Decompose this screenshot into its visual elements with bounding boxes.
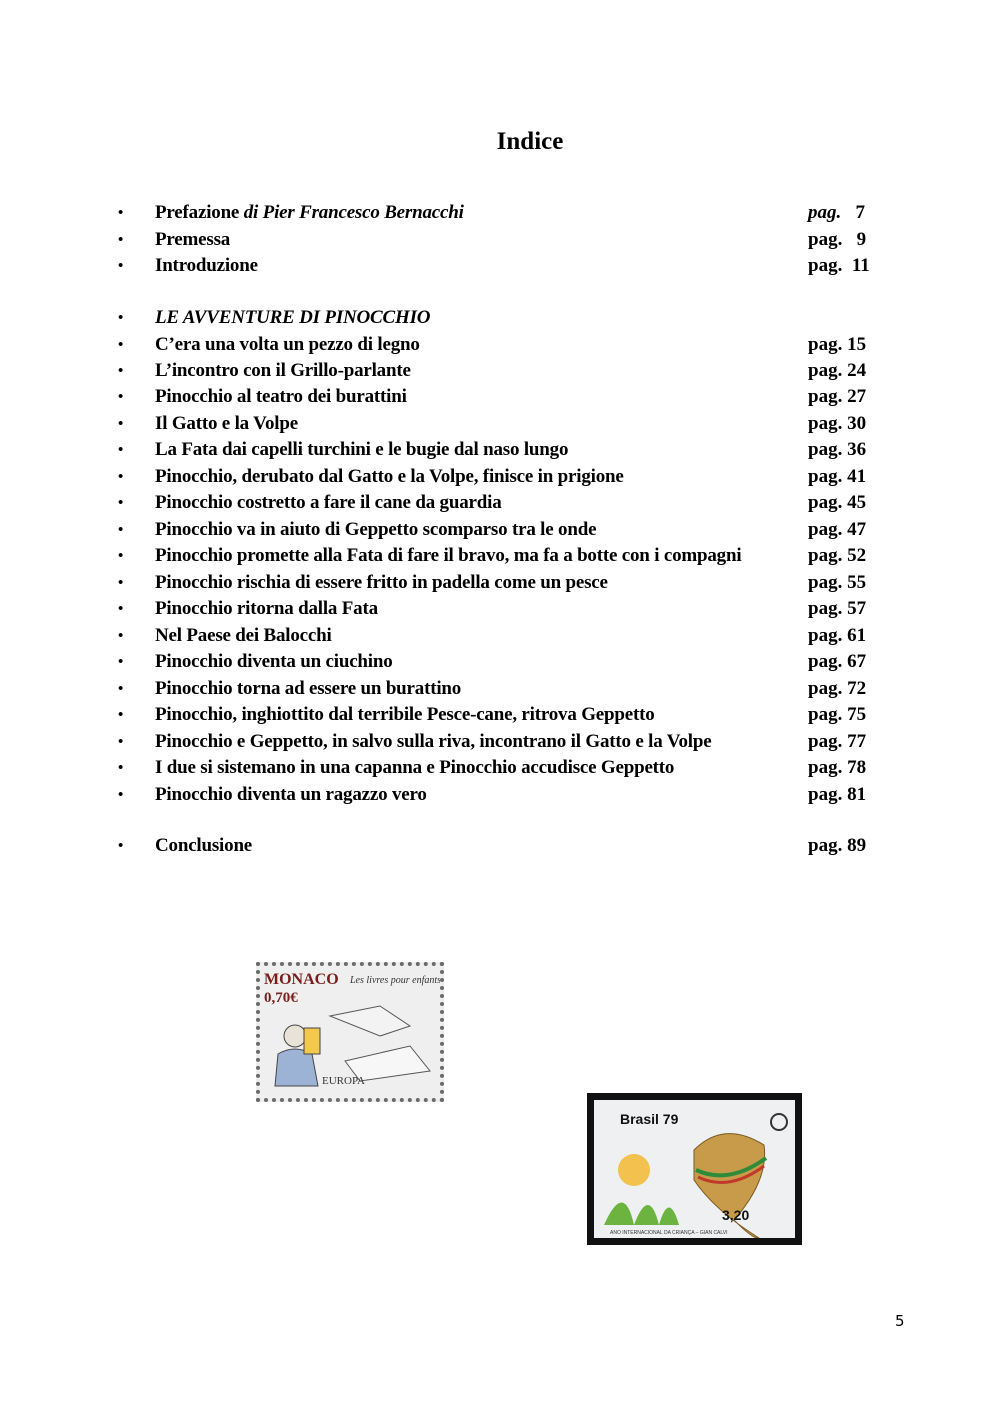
bullet-icon: • (118, 205, 124, 221)
toc-entry-title (155, 649, 393, 675)
page-prefix: pag. (808, 835, 843, 856)
toc-entry (118, 227, 878, 253)
toc-entry-title (155, 570, 608, 596)
page-number-value: 45 (847, 492, 867, 513)
toc-entry-title (155, 702, 655, 728)
toc-entry-title (155, 543, 741, 569)
toc-entry (118, 517, 878, 543)
toc-entry-title-text: Pinocchio diventa un ragazzo vero (155, 784, 427, 805)
toc-entry-title-text: Conclusione (155, 835, 253, 856)
page-number-value: 41 (847, 466, 867, 487)
bullet-icon: • (118, 548, 124, 564)
stamp-value: 0,70€ (264, 990, 298, 1006)
page-number-value: 15 (847, 334, 867, 355)
toc-entry-title (155, 200, 464, 226)
bullet-icon: • (118, 363, 124, 379)
toc-entry-page (808, 543, 866, 569)
bullet-icon: • (118, 258, 124, 274)
toc-entry-page (808, 676, 866, 702)
toc-entry-title (155, 253, 258, 279)
toc-entry (118, 729, 878, 755)
toc-entry (118, 490, 878, 516)
page-prefix: pag. (808, 229, 843, 250)
toc-entry-title-text: Pinocchio rischia di essere fritto in padella come un pesce (155, 572, 608, 593)
toc-entry-title (155, 755, 674, 781)
page-number-value: 72 (847, 678, 867, 699)
toc-entry-title-text: I due si sistemano in una capanna e Pinocchio accudisce Geppetto (155, 757, 675, 778)
page-prefix: pag. (808, 413, 843, 434)
page-number: 5 (895, 1312, 905, 1330)
toc-entry-page (808, 702, 866, 728)
page-number-value: 81 (847, 784, 867, 805)
toc-entry-title-text: Prefazione (155, 202, 240, 223)
stamp-country: MONACO (264, 971, 339, 988)
toc-entry-title-text: Pinocchio ritorna dalla Fata (155, 598, 378, 619)
page-prefix: pag. (808, 492, 843, 513)
toc-entry-page (808, 227, 866, 253)
toc-entry-page (808, 464, 866, 490)
bullet-icon: • (118, 838, 124, 854)
stamp-monaco (256, 962, 444, 1102)
toc-entry-title (155, 227, 230, 253)
page-prefix: pag. (808, 572, 843, 593)
toc-entry-page (808, 833, 866, 859)
toc-entry-title (155, 490, 502, 516)
page-prefix: pag. (808, 519, 843, 540)
page-prefix: pag. (808, 731, 843, 752)
toc-entry (118, 332, 878, 358)
page-number-value: 27 (847, 386, 867, 407)
bullet-icon: • (118, 734, 124, 750)
toc-entry-title (155, 676, 461, 702)
toc-entry (118, 437, 878, 463)
page-number-value: 9 (856, 229, 867, 250)
open-book-icon (330, 1006, 410, 1036)
toc-entry-title (155, 517, 596, 543)
toc-entry (118, 702, 878, 728)
page-number-value: 7 (855, 202, 865, 223)
toc-entry-title-text: Pinocchio, inghiottito dal terribile Pesce-cane, ritrova Geppetto (155, 704, 655, 725)
bullet-icon: • (118, 442, 124, 458)
bullet-icon: • (118, 707, 124, 723)
toc-entry-title-text: Introduzione (155, 255, 258, 276)
stamp-monaco-art (260, 966, 440, 1098)
bullet-icon: • (118, 522, 124, 538)
toc-entry-title-text: Premessa (155, 229, 231, 250)
page-number-value: 11 (851, 255, 870, 276)
sun-flower-icon (618, 1154, 650, 1186)
toc-entry-page (808, 782, 866, 808)
page-prefix: pag. (808, 678, 843, 699)
toc-entry (118, 358, 878, 384)
toc-entry-title (155, 833, 252, 859)
toc-entry-title (155, 437, 568, 463)
toc-entry-title-text: C’era una volta un pezzo di legno (155, 334, 420, 355)
toc-entry-title-text: Pinocchio al teatro dei burattini (155, 386, 407, 407)
page-number-value: 55 (847, 572, 867, 593)
stamp-caption: ANO INTERNACIONAL DA CRIANÇA – GIAN CALVI (610, 1230, 728, 1236)
page-number-value: 78 (847, 757, 867, 778)
bullet-icon: • (118, 628, 124, 644)
toc-entry-title-text: Pinocchio costretto a fare il cane da guardia (155, 492, 502, 513)
page-number-value: 61 (847, 625, 867, 646)
bullet-icon: • (118, 495, 124, 511)
page-prefix: pag. (808, 757, 843, 778)
toc-entry-title-text: LE AVVENTURE DI PINOCCHIO (155, 307, 431, 328)
toc-entry-title-text: Pinocchio e Geppetto, in salvo sulla riva, incontrano il Gatto e la Volpe (155, 731, 712, 752)
toc-entry-title (155, 782, 427, 808)
yellow-book-icon (304, 1028, 320, 1054)
toc-entry-page (808, 755, 866, 781)
stamp-series: EUROPA (322, 1075, 365, 1087)
page-prefix: pag. (808, 386, 843, 407)
toc-entry-title-text: Il Gatto e la Volpe (155, 413, 298, 434)
bullet-icon: • (118, 337, 124, 353)
page-prefix: pag. (808, 704, 843, 725)
toc-entry (118, 305, 878, 331)
toc-entry-title-text: Nel Paese dei Balocchi (155, 625, 332, 646)
toc-entry (118, 676, 878, 702)
toc-entry-title (155, 411, 298, 437)
toc-entry-page (808, 332, 866, 358)
boy-body-icon (275, 1049, 318, 1086)
bullet-icon: • (118, 601, 124, 617)
bullet-icon: • (118, 469, 124, 485)
toc-entry-page (808, 384, 866, 410)
bullet-icon: • (118, 232, 124, 248)
toc-entry-page (808, 596, 866, 622)
toc-entry (118, 464, 878, 490)
page-prefix: pag. (808, 202, 842, 223)
toc-entry-title (155, 332, 420, 358)
stamp-value: 3,20 (722, 1207, 750, 1223)
toc-entry (118, 411, 878, 437)
page-prefix: pag. (808, 255, 843, 276)
page-number-value: 30 (847, 413, 867, 434)
bullet-icon: • (118, 760, 124, 776)
toc-entry-page (808, 200, 865, 226)
page-prefix: pag. (808, 545, 843, 566)
page-prefix: pag. (808, 466, 843, 487)
toc-entry-page (808, 437, 866, 463)
bullet-icon: • (118, 310, 124, 326)
grass-icon (604, 1203, 679, 1226)
toc-entry (118, 596, 878, 622)
toc-entry-title (155, 305, 430, 331)
toc-entry-title-text: La Fata dai capelli turchini e le bugie dal naso lungo (155, 439, 569, 460)
toc-entry-title-text: L’incontro con il Grillo-parlante (155, 360, 411, 381)
page-number-value: 47 (847, 519, 867, 540)
page-number-value: 75 (847, 704, 867, 725)
page-prefix: pag. (808, 625, 843, 646)
toc-entry-title-text: Pinocchio, derubato dal Gatto e la Volpe, finisce in prigione (155, 466, 624, 487)
page-prefix: pag. (808, 439, 843, 460)
toc-entry (118, 543, 878, 569)
toc-entry (118, 833, 878, 859)
stamp-brasil (587, 1093, 802, 1245)
bullet-icon: • (118, 416, 124, 432)
toc-entry-page (808, 517, 866, 543)
toc-entry-author: di Pier Francesco Bernacchi (243, 202, 464, 223)
toc-entry-title-text: Pinocchio va in aiuto di Geppetto scomparso tra le onde (155, 519, 597, 540)
toc-entry (118, 570, 878, 596)
page-prefix: pag. (808, 360, 843, 381)
toc-entry-page (808, 649, 866, 675)
stamp-brasil-art (594, 1100, 795, 1238)
toc-entry (118, 200, 878, 226)
page-prefix: pag. (808, 334, 843, 355)
toc-entry (118, 782, 878, 808)
bullet-icon: • (118, 787, 124, 803)
boy-head-icon (284, 1025, 306, 1047)
toc-entry (118, 384, 878, 410)
page-prefix: pag. (808, 651, 843, 672)
toc-entry-page (808, 253, 870, 279)
toc-entry-page (808, 411, 866, 437)
bullet-icon: • (118, 681, 124, 697)
toc-entry-title (155, 623, 332, 649)
toc-entry-page (808, 358, 866, 384)
toc-entry-title-text: Pinocchio diventa un ciuchino (155, 651, 393, 672)
page-prefix: pag. (808, 598, 843, 619)
toc-entry-title-text: Pinocchio torna ad essere un burattino (155, 678, 462, 699)
toc-entry-title (155, 729, 711, 755)
page-number-value: 89 (847, 835, 867, 856)
bullet-icon: • (118, 575, 124, 591)
toc-entry-page (808, 490, 866, 516)
page-number-value: 67 (847, 651, 867, 672)
toc-entry-title (155, 596, 378, 622)
page-number-value: 77 (847, 731, 867, 752)
bullet-icon: • (118, 389, 124, 405)
toc-entry (118, 755, 878, 781)
toc-entry (118, 623, 878, 649)
page-number-value: 24 (847, 360, 867, 381)
page-prefix: pag. (808, 784, 843, 805)
page-title: Indice (496, 128, 564, 155)
iyc-emblem-icon (771, 1114, 787, 1130)
page-number-value: 57 (847, 598, 867, 619)
toc-entry-title (155, 464, 624, 490)
page-number-value: 36 (847, 439, 867, 460)
toc-entry-page (808, 623, 866, 649)
toc-entry-title (155, 358, 411, 384)
page-number-value: 52 (847, 545, 867, 566)
toc-entry-title (155, 384, 407, 410)
stamp-subtitle: Les livres pour enfants (350, 975, 440, 986)
toc-entry-title-text: Pinocchio promette alla Fata di fare il bravo, ma fa a botte con i compagni (155, 545, 742, 566)
toc-entry (118, 649, 878, 675)
toc-entry-page (808, 570, 866, 596)
toc-entry (118, 253, 878, 279)
bullet-icon: • (118, 654, 124, 670)
stamp-country: Brasil 79 (620, 1111, 679, 1127)
toc-entry-page (808, 729, 866, 755)
